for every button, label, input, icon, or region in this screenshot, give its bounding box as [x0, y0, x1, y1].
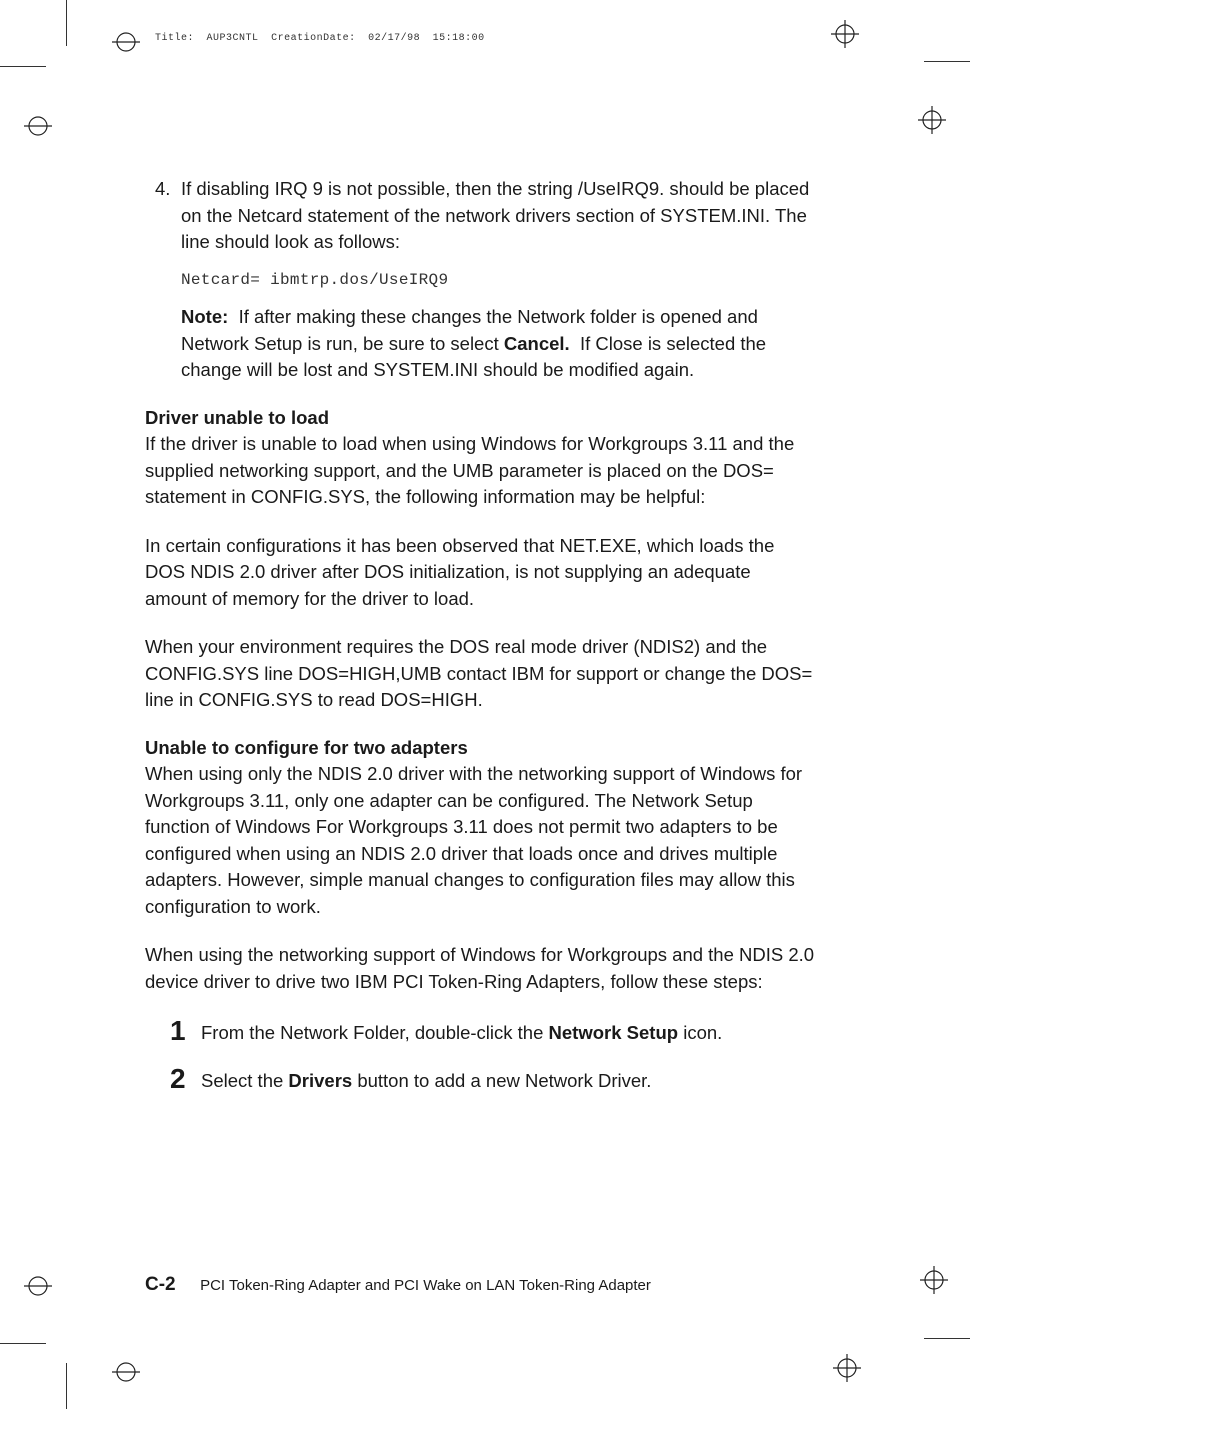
step-number: 2 — [170, 1062, 186, 1094]
step-2-text-after: button to add a new Network Driver. — [357, 1069, 652, 1091]
section-heading-two-adapters: Unable to configure for two adapters — [145, 736, 468, 758]
crop-line-bottom-right-horizontal — [924, 1338, 970, 1339]
step-2-text-before: Select the — [201, 1069, 284, 1091]
crop-line-top-left-horizontal — [0, 66, 46, 67]
registration-mark-icon — [831, 1352, 863, 1384]
adapters-paragraph-1: When using only the NDIS 2.0 driver with the networking support of Windows for Workgroups 3.11, only one adapter can be configured. The Network Setup function of Windows For Workgroups 3.11 does not permit two adapters to be configured when using an NDIS 2.0 driver that loads once and drives multiple adapters. However, simple manual changes to configuration files may allow this configuration to work. — [145, 763, 803, 917]
creation-time: 15:18:00 — [432, 33, 485, 44]
note-label: Note: — [181, 306, 229, 327]
note-paragraph — [181, 304, 815, 384]
registration-mark-icon — [829, 18, 861, 50]
crop-line-bottom-left-vertical — [66, 1363, 67, 1409]
step-number: 1 — [170, 1015, 186, 1046]
registration-mark-icon — [22, 110, 54, 142]
creation-date-label: CreationDate: — [271, 33, 356, 44]
crop-line-bottom-left-horizontal — [0, 1343, 46, 1344]
note-text-2: If Close is selected the change will be lost and SYSTEM.INI should be modified again. — [181, 332, 767, 380]
numbered-steps — [145, 1015, 815, 1094]
page-number: C-2 — [145, 1274, 176, 1295]
registration-mark-icon — [110, 26, 142, 58]
driver-paragraph-2: In certain configurations it has been observed that NET.EXE, which loads the DOS NDIS 2.0 driver after DOS initialization, is not supplying an adequate amount of memory for the driver to load. — [145, 534, 775, 609]
note-cancel-emphasis: Cancel. — [503, 332, 570, 354]
creation-date: 02/17/98 — [368, 33, 421, 44]
title-value: AUP3CNTL — [206, 33, 259, 44]
step-number: 4. — [155, 178, 171, 199]
section-heading-driver-unable: Driver unable to load — [145, 406, 330, 428]
title-label: Title: — [155, 33, 195, 44]
registration-mark-icon — [22, 1270, 54, 1302]
header-metadata — [155, 33, 485, 44]
step-4-text: If disabling IRQ 9 is not possible, then the string /UseIRQ9. should be placed on the Netcard statement of the network drivers section of SYSTEM.INI. The line should look as follows: — [181, 178, 810, 252]
page-content — [145, 176, 815, 1115]
step-1-emphasis: Network Setup — [548, 1022, 679, 1043]
footer-title: PCI Token-Ring Adapter and PCI Wake on LAN Token-Ring Adapter — [200, 1277, 651, 1294]
driver-paragraph-3: When your environment requires the DOS real mode driver (NDIS2) and the CONFIG.SYS line DOS=HIGH,UMB contact IBM for support or change the DOS= line in CONFIG.SYS to read DOS=HIGH. — [145, 636, 813, 710]
registration-mark-icon — [110, 1356, 142, 1388]
step-1-text-before: From the Network Folder, double-click the — [201, 1022, 544, 1043]
registration-mark-icon — [918, 1264, 950, 1296]
adapters-paragraph-2: When using the networking support of Windows for Workgroups and the NDIS 2.0 device driver to drive two IBM PCI Token-Ring Adapters, follow these steps: — [145, 944, 815, 992]
crop-line-top-right-horizontal — [924, 61, 970, 62]
list-item-step-2 — [170, 1062, 815, 1095]
list-item-step-4 — [145, 176, 815, 384]
netcard-code-line: Netcard= ibmtrp.dos/UseIRQ9 — [181, 270, 449, 289]
registration-mark-icon — [916, 104, 948, 136]
list-item-step-1 — [170, 1015, 815, 1047]
step-2-emphasis: Drivers — [288, 1069, 353, 1091]
step-1-text-after: icon. — [683, 1022, 723, 1043]
crop-line-top-left-vertical — [66, 0, 67, 46]
driver-paragraph-1: If the driver is unable to load when using Windows for Workgroups 3.11 and the supplied networking support, and the UMB parameter is placed on the DOS= statement in CONFIG.SYS, the following information may be helpful: — [145, 433, 795, 507]
note-text-1: If after making these changes the Network folder is opened and Network Setup is run, be sure to select — [181, 306, 758, 354]
page-footer — [145, 1274, 651, 1296]
